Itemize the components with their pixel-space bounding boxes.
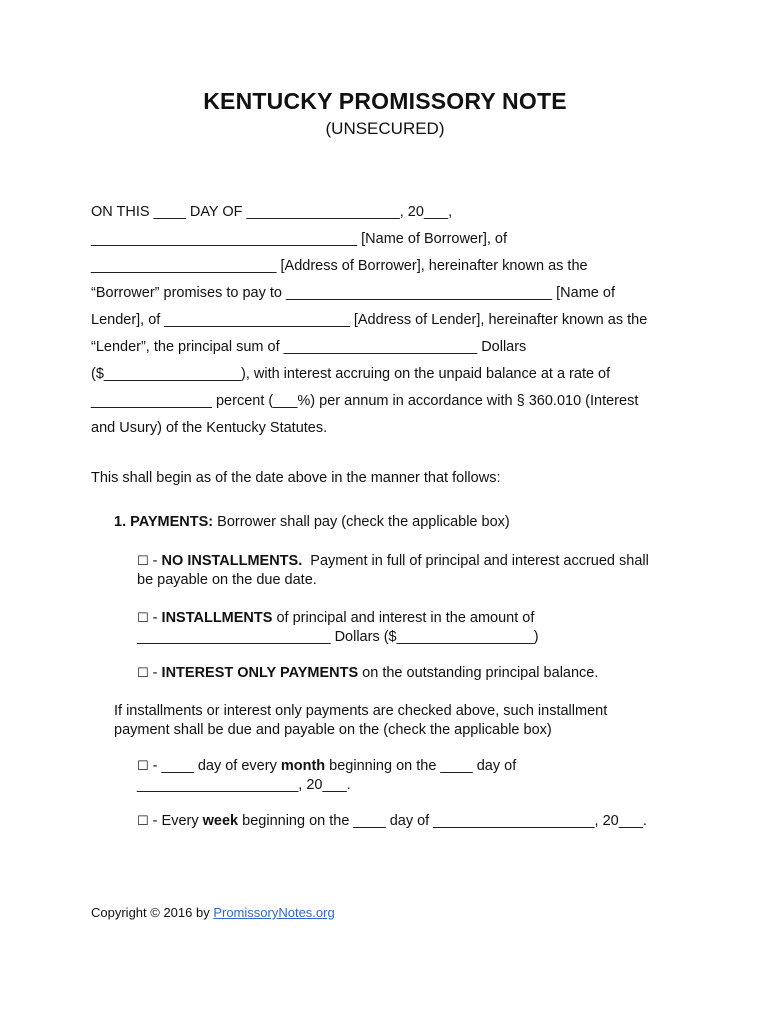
option-label: INSTALLMENTS — [161, 610, 273, 626]
option-label: INTEREST ONLY PAYMENTS — [161, 665, 359, 681]
option-interest-only — [137, 664, 598, 683]
option-text: of principal and interest in the amount of — [272, 610, 535, 626]
copyright-notice — [91, 905, 335, 920]
option-text: be payable on the due date. — [137, 572, 317, 588]
option-text: ________________________ Dollars ($_________________) — [137, 629, 539, 645]
option-label: NO INSTALLMENTS. — [161, 553, 303, 569]
intro-line: “Lender”, the principal sum of ________________________ Dollars — [91, 339, 527, 355]
begin-statement: This shall begin as of the date above in the manner that follows: — [91, 470, 501, 486]
option-no-installments — [137, 552, 649, 590]
schedule-paragraph — [114, 702, 607, 740]
option-text: - Every — [148, 813, 203, 829]
section-payments-heading — [114, 514, 510, 530]
option-prefix: - — [148, 553, 162, 569]
schedule-text: If installments or interest only payments are checked above, such installment — [114, 703, 608, 719]
intro-line: _________________________________ [Name of Borrower], of — [91, 231, 508, 247]
intro-line: and Usury) of the Kentucky Statutes. — [91, 420, 328, 436]
document-title: KENTUCKY PROMISSORY NOTE — [203, 88, 567, 114]
option-label: week — [202, 813, 239, 829]
option-text: - ____ day of every — [148, 758, 281, 774]
option-prefix: - — [148, 665, 162, 681]
checkbox-monthly[interactable]: ☐ — [137, 759, 149, 774]
option-weekly — [137, 812, 647, 831]
document-subtitle: (UNSECURED) — [325, 119, 445, 138]
intro-line: Lender], of _______________________ [Address of Lender], hereinafter known as the — [91, 312, 648, 328]
option-text: Payment in full of principal and interest accrued shall — [302, 553, 649, 569]
section-instruction: Borrower shall pay (check the applicable box) — [213, 514, 510, 530]
intro-paragraph — [91, 199, 691, 442]
section-number: 1. — [114, 514, 127, 530]
option-text: ____________________, 20___. — [137, 777, 351, 793]
copyright-text: Copyright © 2016 by — [91, 905, 214, 920]
option-text: on the outstanding principal balance. — [358, 665, 599, 681]
checkbox-installments[interactable]: ☐ — [137, 611, 149, 626]
option-prefix: - — [148, 610, 162, 626]
intro-line: _______________________ [Address of Borrower], hereinafter known as the — [91, 258, 588, 274]
checkbox-weekly[interactable]: ☐ — [137, 814, 149, 829]
checkbox-no-installments[interactable]: ☐ — [137, 554, 149, 569]
checkbox-interest-only[interactable]: ☐ — [137, 666, 149, 681]
intro-line: _______________ percent (___%) per annum in accordance with § 360.010 (Interest — [91, 393, 639, 409]
intro-line: ($_________________), with interest accruing on the unpaid balance at a rate of — [91, 366, 611, 382]
option-text: beginning on the ____ day of — [325, 758, 517, 774]
option-text: beginning on the ____ day of ____________________, 20___. — [238, 813, 647, 829]
copyright-link[interactable]: PromissoryNotes.org — [213, 905, 335, 920]
intro-line: ON THIS ____ DAY OF ___________________, 20___, — [91, 204, 453, 220]
option-monthly — [137, 757, 516, 795]
intro-line: “Borrower” promises to pay to _________________________________ [Name of — [91, 285, 615, 301]
section-title: PAYMENTS: — [130, 514, 214, 530]
option-label: month — [280, 758, 326, 774]
schedule-text: payment shall be due and payable on the (check the applicable box) — [114, 722, 552, 738]
option-installments — [137, 609, 539, 647]
